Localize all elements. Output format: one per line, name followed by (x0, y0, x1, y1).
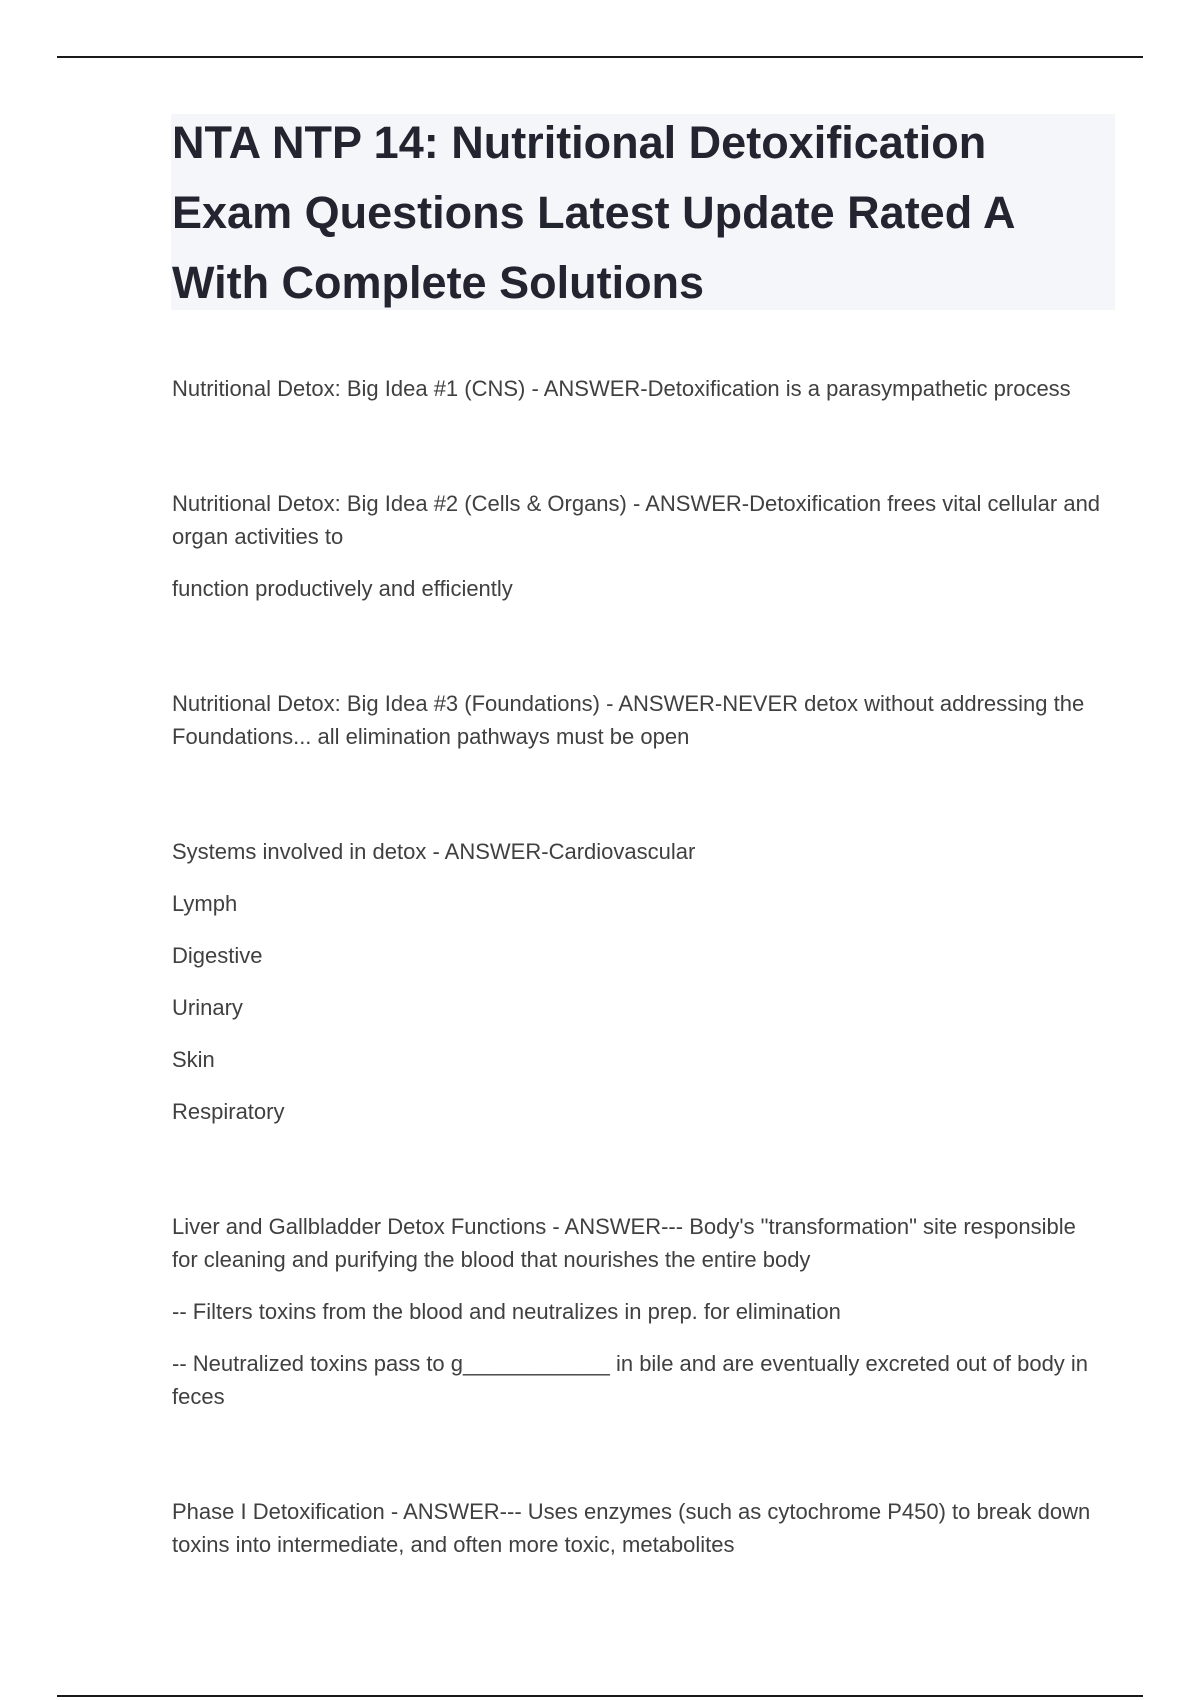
qa-item (172, 487, 1102, 605)
item-spacer (172, 1128, 1102, 1210)
document-title: NTA NTP 14: Nutritional Detoxification Exam Questions Latest Update Rated A With Complete Solutions (172, 117, 1014, 308)
item-spacer (172, 405, 1102, 487)
document-body (172, 372, 1102, 1561)
qa-paragraph: -- Filters toxins from the blood and neutralizes in prep. for elimination (172, 1299, 841, 1324)
qa-item (172, 372, 1102, 405)
item-spacer (172, 605, 1102, 687)
qa-paragraph: Skin (172, 1047, 215, 1072)
qa-paragraph: -- Neutralized toxins pass to g____________ in bile and are eventually excreted out of body in feces (172, 1351, 1089, 1409)
qa-paragraph: Digestive (172, 943, 263, 968)
qa-paragraph: Nutritional Detox: Big Idea #2 (Cells & Organs) - ANSWER-Detoxification frees vital cellular and organ activities to (172, 491, 1101, 549)
qa-item (172, 687, 1102, 753)
qa-paragraph: Phase I Detoxification - ANSWER--- Uses enzymes (such as cytochrome P450) to break down toxins into intermediate, and often more toxic, metabolites (172, 1499, 1091, 1557)
qa-item (172, 1210, 1102, 1413)
item-spacer (172, 1413, 1102, 1495)
qa-item (172, 1495, 1102, 1561)
qa-paragraph: Nutritional Detox: Big Idea #3 (Foundations) - ANSWER-NEVER detox without addressing the Foundations... all elimination pathways must be open (172, 691, 1085, 749)
item-spacer (172, 753, 1102, 835)
bottom-divider (57, 1695, 1143, 1697)
qa-paragraph: Nutritional Detox: Big Idea #1 (CNS) - ANSWER-Detoxification is a parasympathetic process (172, 376, 1071, 401)
top-divider (57, 56, 1143, 58)
qa-paragraph: function productively and efficiently (172, 576, 513, 601)
qa-paragraph: Lymph (172, 891, 238, 916)
qa-paragraph: Liver and Gallbladder Detox Functions - ANSWER--- Body's "transformation" site responsible for cleaning and purifying the blood that nourishes the entire body (172, 1214, 1076, 1272)
qa-paragraph: Respiratory (172, 1099, 285, 1124)
qa-paragraph: Urinary (172, 995, 243, 1020)
qa-item (172, 835, 1102, 1128)
qa-paragraph: Systems involved in detox - ANSWER-Cardiovascular (172, 839, 696, 864)
